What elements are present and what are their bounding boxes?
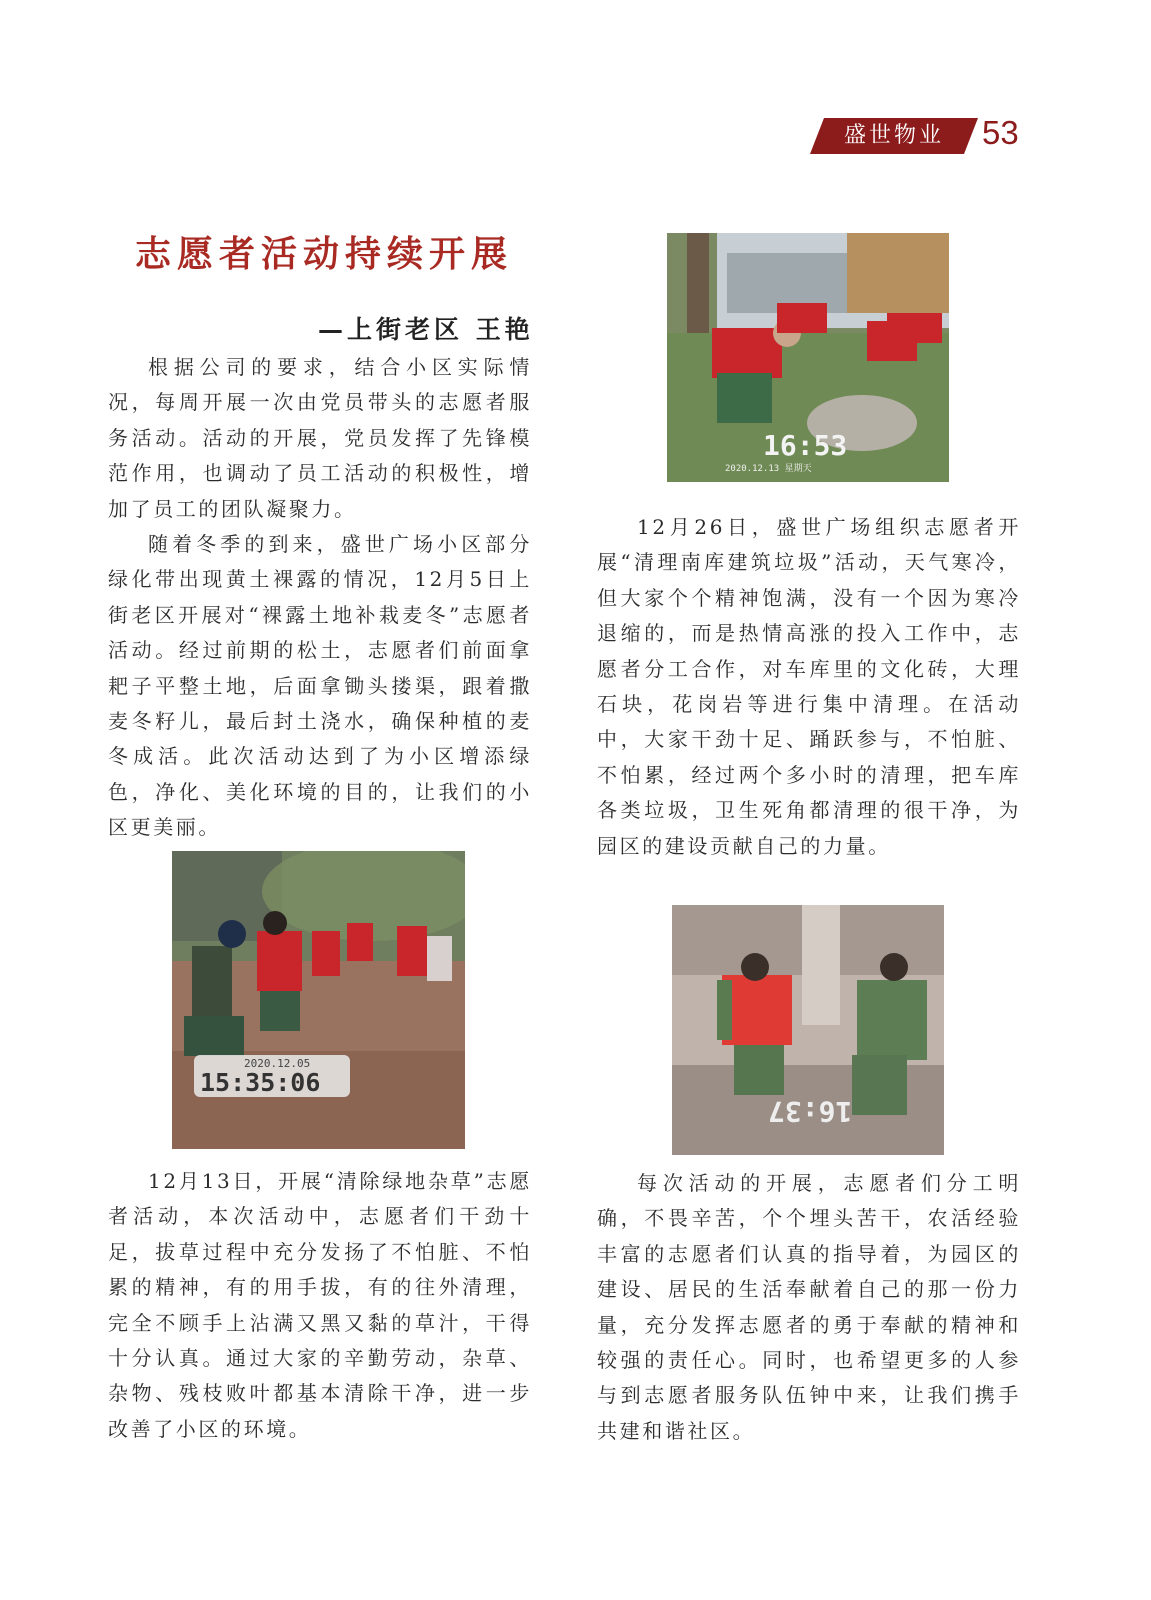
photo-garage-cleanup xyxy=(672,905,944,1155)
planting-date-stamp: 2020.12.05 xyxy=(244,1057,311,1070)
planting-time-stamp: 15:35:06 xyxy=(200,1068,321,1097)
paragraph-intro: 根据公司的要求，结合小区实际情况，每周开展一次由党员带头的志愿者服务活动。活动的开展，党员发挥了先锋模范作用，也调动了员工活动的积极性，增加了员工的团队凝聚力。 xyxy=(108,355,532,521)
section-label-tag xyxy=(810,118,978,154)
article-title: 志愿者活动持续开展 xyxy=(135,233,514,275)
photo-planting xyxy=(172,851,465,1149)
photo-weeding xyxy=(667,233,949,482)
article-byline: —上街老区 王艳 xyxy=(318,315,534,344)
planting-photo-art xyxy=(172,851,465,1149)
paragraph-dec13: 12月13日，开展“清除绿地杂草”志愿者活动，本次活动中，志愿者们干劲十足，拔草过程中充分发扬了不怕脏、不怕累的精神，有的用手拔，有的往外清理，完全不顾手上沾满又黑又黏的草汁，干得十分认真。通过大家的辛勤劳动，杂草、杂物、残枝败叶都基本清除干净，进一步改善了小区的环境。 xyxy=(108,1169,532,1441)
garage-time-stamp: 16:37 xyxy=(768,1095,853,1128)
weeding-date-stamp: 2020.12.13 星期天 xyxy=(725,464,812,474)
weeding-time-stamp: 16:53 xyxy=(763,429,848,462)
paragraph-dec26: 12月26日，盛世广场组织志愿者开展“清理南库建筑垃圾”活动，天气寒冷，但大家个个精神饱满，没有一个因为寒冷退缩的，而是热情高涨的投入工作中，志愿者分工合作，对车库里的文化砖，大理石块，花岗岩等进行集中清理。在活动中，大家干劲十足、踊跃参与，不怕脏、不怕累，经过两个多小时的清理，把车库各类垃圾，卫生死角都清理的很干净，为园区的建设贡献自己的力量。 xyxy=(597,515,1021,858)
photo-planting-timestamp xyxy=(194,1055,350,1097)
section-label: 盛世物业 xyxy=(843,123,944,148)
page-number: 53 xyxy=(982,114,1019,151)
paragraph-dec5: 随着冬季的到来，盛世广场小区部分绿化带出现黄土裸露的情况，12月5日上街老区开展对“裸露土地补栽麦冬”志愿者活动。经过前期的松土，志愿者们前面拿耙子平整土地，后面拿锄头搂渠，跟着撒麦冬籽儿，最后封土浇水，确保种植的麦冬成活。此次活动达到了为小区增添绿色，净化、美化环境的目的，让我们的小区更美丽。 xyxy=(108,532,532,840)
paragraph-summary: 每次活动的开展，志愿者们分工明确，不畏辛苦，个个埋头苦干，农活经验丰富的志愿者们认真的指导着，为园区的建设、居民的生活奉献着自己的那一份力量，充分发挥志愿者的勇于奉献的精神和较强的责任心。同时，也希望更多的人参与到志愿者服务队伍钟中来，让我们携手共建和谐社区。 xyxy=(597,1171,1021,1443)
